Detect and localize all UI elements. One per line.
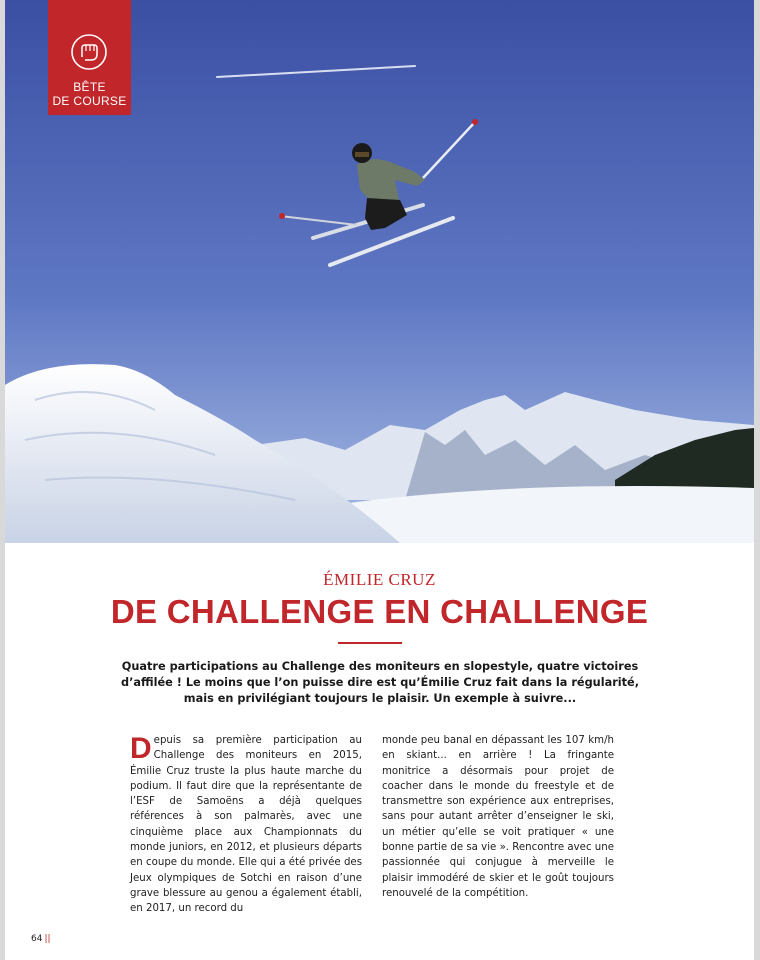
section-badge (48, 0, 131, 115)
page-number: 64 (31, 934, 43, 944)
title-divider (338, 642, 402, 644)
badge-line-2: DE COURSE (52, 94, 127, 108)
column-2-text: monde peu banal en dépassant les 107 km/h en skiant... en arrière ! La fringante monitrice a désormais pour projet de coacher dans le monde du freestyle et de transmettre son expérience aux entreprises, sans pour autant arrêter d’enseigner le ski, un métier qu’elle se voit pratiquer « une bonne partie de sa vie ». Rencontre avec une passionnée qui conjugue à merveille le plaisir immodéré de skier et le goût toujours renouvelé de la compétition. (382, 735, 614, 899)
page-folio (31, 934, 51, 944)
folio-separator: || (44, 934, 51, 944)
body-column-1 (130, 733, 362, 917)
magazine-page (5, 0, 754, 960)
article-title: DE CHALLENGE EN CHALLENGE (110, 593, 649, 630)
dropcap: D (130, 732, 152, 765)
badge-line-1: BÊTE (73, 80, 106, 94)
body-column-2 (382, 733, 614, 901)
fist-logo-icon (70, 33, 108, 71)
article-lead: Quatre participations au Challenge des moniteurs en slopestyle, quatre victoires d’affilée ! Le moins que l’on puisse dire est qu’Émilie Cruz fait dans la régularité, mais en privilégiant toujours le plaisir. Un exemple à suivre... (121, 660, 639, 705)
column-1-text: epuis sa première participation au Challenge des moniteurs en 2015, Émilie Cruz truste la plus haute marche du podium. Il faut dire que la représentante de l’ESF de Samoëns a déjà quelques références à son palmarès, avec une cinquième place aux Championnats du monde juniors, en 2012, et plusieurs départs en coupe du monde. Elle qui a été privée des Jeux olympiques de Sotchi en raison d’une grave blessure au genou a également établi, en 2017, un record du (130, 735, 362, 915)
article-kicker: ÉMILIE CRUZ (323, 570, 436, 589)
